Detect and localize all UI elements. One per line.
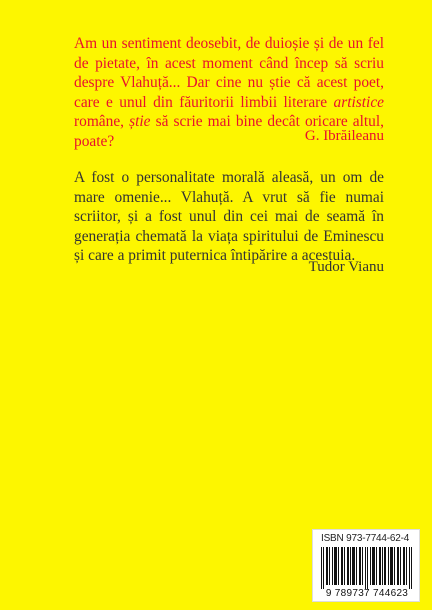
quote-ibraileanu-part3: să scrie mai bine decât oricare altul, poate? [74, 113, 384, 150]
author-ibraileanu: G. Ibrăileanu [304, 128, 384, 144]
isbn-label: ISBN 973-7744-62-4 [321, 533, 410, 544]
quote-ibraileanu-italic-artistice: artistice [333, 93, 384, 111]
barcode-icon [321, 547, 413, 589]
quote-vianu-text: A fost o personalitate morală aleasă, un om de mare omenie... Vlahuță. A vrut să fie numai scriitor, și a fost unul din cei mai de seamă în generația chemată la viața spiritului de Eminescu și care a primit puternica întipărire a acestuia. [74, 169, 384, 265]
quote-ibraileanu-part1: Am un sentiment deosebit, de duioșie și de un fel de pietate, în acest moment când încep să scriu despre Vlahuță... Dar cine nu știe că acest poet, care e unul din făuritorii limbii literare [74, 35, 384, 111]
barcode-box [312, 529, 420, 602]
quote-ibraileanu-part2: române, [74, 113, 130, 131]
author-vianu: Tudor Vianu [308, 259, 384, 275]
quote-ibraileanu-italic-stie: știe [129, 113, 151, 131]
quote-vianu [74, 168, 384, 266]
barcode-number: 9 789737 744623 [325, 588, 409, 599]
